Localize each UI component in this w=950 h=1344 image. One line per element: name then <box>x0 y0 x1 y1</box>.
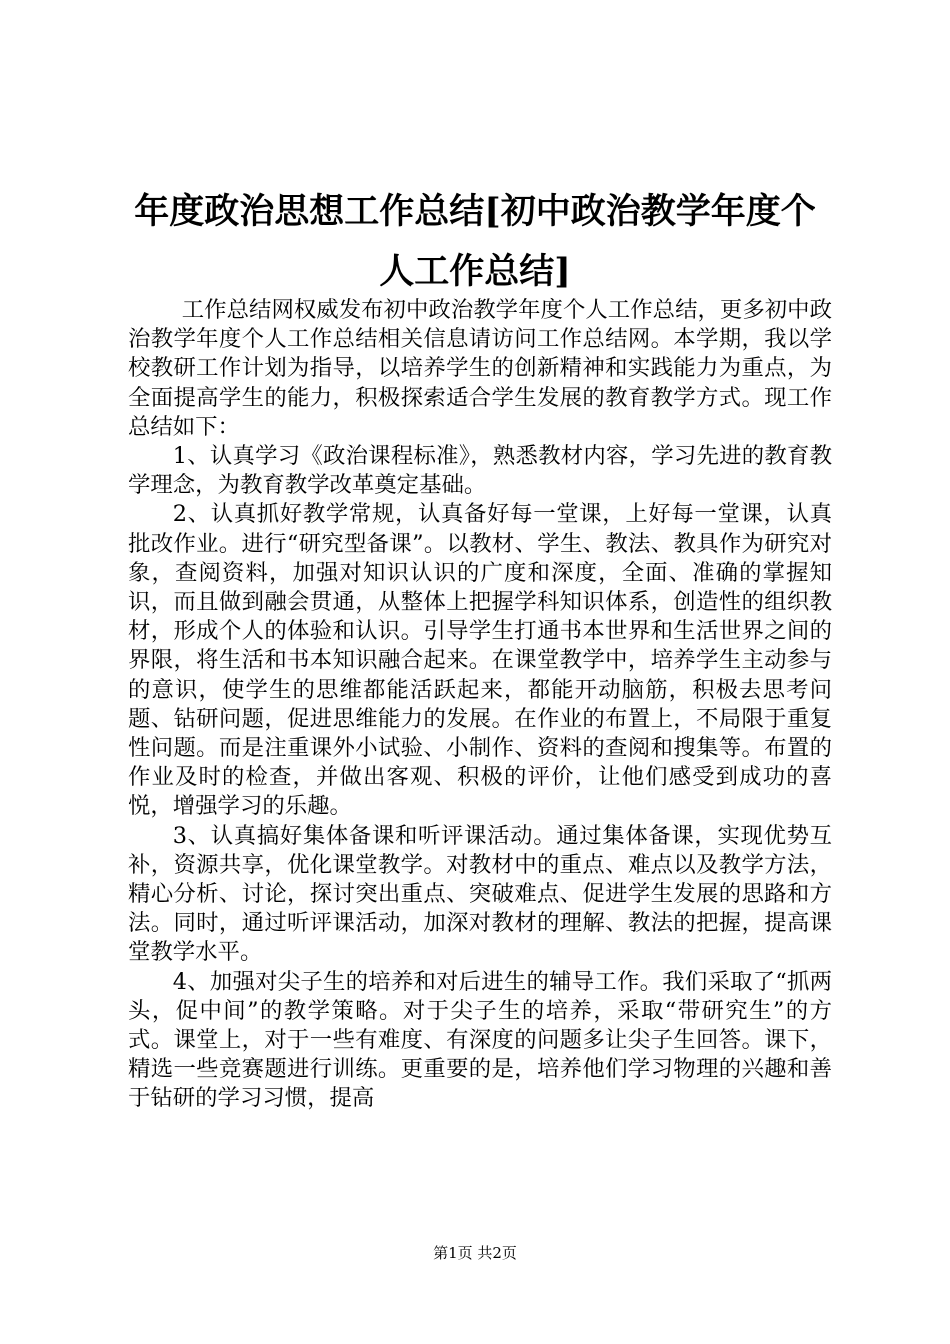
paragraph-1: 1、认真学习《政治课程标准》，熟悉教材内容，学习先进的教育教学理念，为教育教学改革奠定基础。 <box>128 443 832 499</box>
document-body <box>128 296 832 1114</box>
page-number-footer: 第1页 共2页 <box>433 1244 517 1262</box>
paragraph-4: 4、加强对尖子生的培养和对后进生的辅导工作。我们采取了“抓两头，促中间”的教学策略。对于尖子生的培养，采取“带研究生”的方式。课堂上，对于一些有难度、有深度的问题多让尖子生回答。课下，精选一些竞赛题进行训练。更重要的是，培养他们学习物理的兴趣和善于钻研的学习习惯，提高 <box>128 968 832 1112</box>
paragraph-intro: 工作总结网权威发布初中政治教学年度个人工作总结，更多初中政治教学年度个人工作总结相关信息请访问工作总结网。本学期，我以学校教研工作计划为指导，以培养学生的创新精神和实践能力为重点，为全面提高学生的能力，积极探索适合学生发展的教育教学方式。现工作总结如下： <box>128 297 832 440</box>
document-title: 年度政治思想工作总结[初中政治教学年度个人工作总结] <box>134 191 816 292</box>
paragraph-2: 2、认真抓好教学常规，认真备好每一堂课，上好每一堂课，认真批改作业。进行“研究型备课”。以教材、学生、教法、教具作为研究对象，查阅资料，加强对知识认识的广度和深度，全面、准确的掌握知识，而且做到融会贯通，从整体上把握学科知识体系，创造性的组织教材，形成个人的体验和认识。引导学生打通书本世界和生活世界之间的界限，将生活和书本知识融合起来。在课堂教学中，培养学生主动参与的意识，使学生的思维都能活跃起来，都能开动脑筋，积极去思考问题、钻研问题，促进思维能力的发展。在作业的布置上，不局限于重复性问题。而是注重课外小试验、小制作、资料的查阅和搜集等。布置的作业及时的检查，并做出客观、积极的评价，让他们感受到成功的喜悦，增强学习的乐趣。 <box>128 501 832 820</box>
paragraph-3: 3、认真搞好集体备课和听评课活动。通过集体备课，实现优势互补，资源共享，优化课堂教学。对教材中的重点、难点以及教学方法，精心分析、讨论，探讨突出重点、突破难点、促进学生发展的思路和方法。同时，通过听评课活动，加深对教材的理解、教法的把握，提高课堂教学水平。 <box>128 822 832 966</box>
